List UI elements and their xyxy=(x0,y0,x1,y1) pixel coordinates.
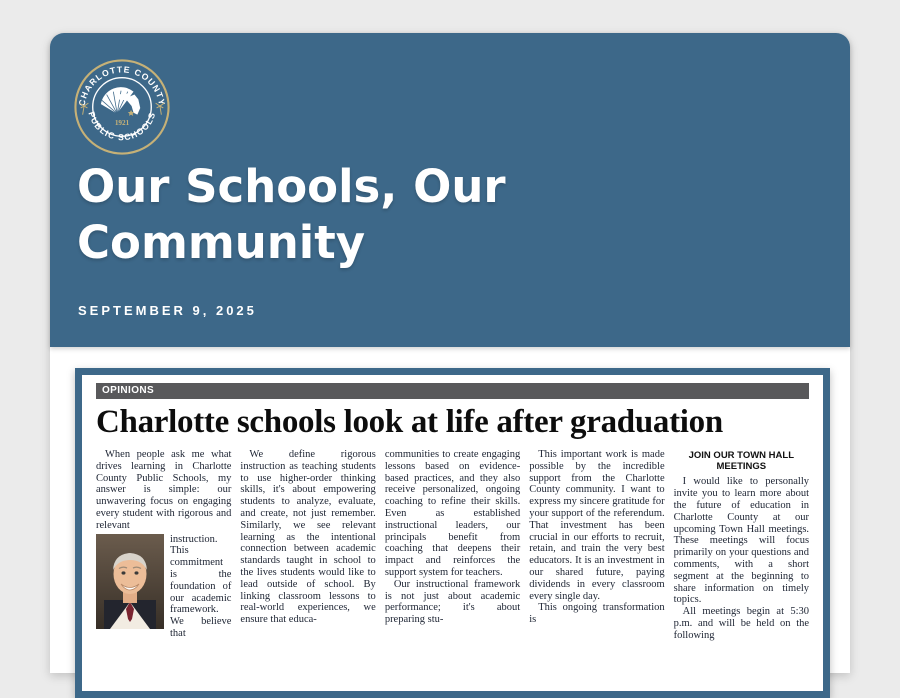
article-column-4 xyxy=(529,449,664,642)
column3-text-1: communities to create engaging lessons based on evidence-based practices, and they also receive personalized, ongoing coaching to refine their skills. Even as established instructional leaders, our principals benefit from coaching that deepens their impact and reinforces the support system for teachers. xyxy=(384,448,521,578)
article-column-3 xyxy=(385,449,520,642)
column3-text-2: Our instructional framework is not just about academic performance; it's about preparing stu- xyxy=(384,578,521,626)
newsletter-header xyxy=(50,33,850,347)
column4-text-1: This important work is made possible by the incredible support from the Charlotte County community. I want to express my sincere gratitude for your support of the referendum. That investment has been crucial in our efforts to recruit, retain, and train the very best educators. It is an investment in our shared future, paying dividends in every classroom every single day. xyxy=(529,448,665,602)
article-column-1 xyxy=(96,449,231,642)
column1-wrapped-text: instruction. This commitment is the foundation of our academic framework. We believe that xyxy=(170,533,232,639)
article-headline: Charlotte schools look at life after graduation xyxy=(96,404,723,440)
column5-text-1: I would like to personally invite you to learn more about the future of education in Charlotte County at our upcoming Town Hall meetings. These meetings will focus primarily on your questions and comments, with a short segment at the beginning to share information on timely topics. xyxy=(673,476,810,606)
section-label: OPINIONS xyxy=(102,385,155,396)
article-columns xyxy=(96,449,809,642)
column5-text-2: All meetings begin at 5:30 p.m. and will be held on the following xyxy=(673,606,810,641)
superintendent-portrait-photo xyxy=(96,534,164,629)
newspaper-clipping xyxy=(75,368,830,698)
seal-emblem xyxy=(100,87,140,127)
town-hall-heading: JOIN OUR TOWN HALL MEETINGS xyxy=(688,449,795,473)
seal-year: 1921 xyxy=(114,119,130,128)
column1-photo-row xyxy=(96,534,231,640)
column1-text: When people ask me what drives learning in Charlotte County Public Schools, my answer is simple: our unwavering focus on engaging every student with rigorous and relevant xyxy=(96,448,232,531)
section-label-bar xyxy=(96,383,809,399)
district-seal-logo xyxy=(74,59,170,155)
newsletter-card xyxy=(50,33,850,673)
column2-text: We define rigorous instruction as teaching students to use higher-order thinking skills, it's about empowering students to analyze, evaluate, and create, not just remember. Similarly, we see relevant learning as the intentional connection between academic standards taught in school to the lives students would like to lead outside of school. By linking classroom lessons to real-world experiences, we ensure that educa- xyxy=(240,448,376,626)
newsletter-title: Our Schools, Our Community xyxy=(77,160,506,269)
article-column-5 xyxy=(674,449,809,642)
seal-arc-bottom-text: PUBLIC SCHOOLS xyxy=(86,110,158,143)
seal-arc-top-text: CHARLOTTE COUNTY xyxy=(76,64,168,107)
article-column-2 xyxy=(240,449,375,642)
column4-text-2: This ongoing transformation is xyxy=(529,602,665,626)
newsletter-date: SEPTEMBER 9, 2025 xyxy=(78,303,257,318)
